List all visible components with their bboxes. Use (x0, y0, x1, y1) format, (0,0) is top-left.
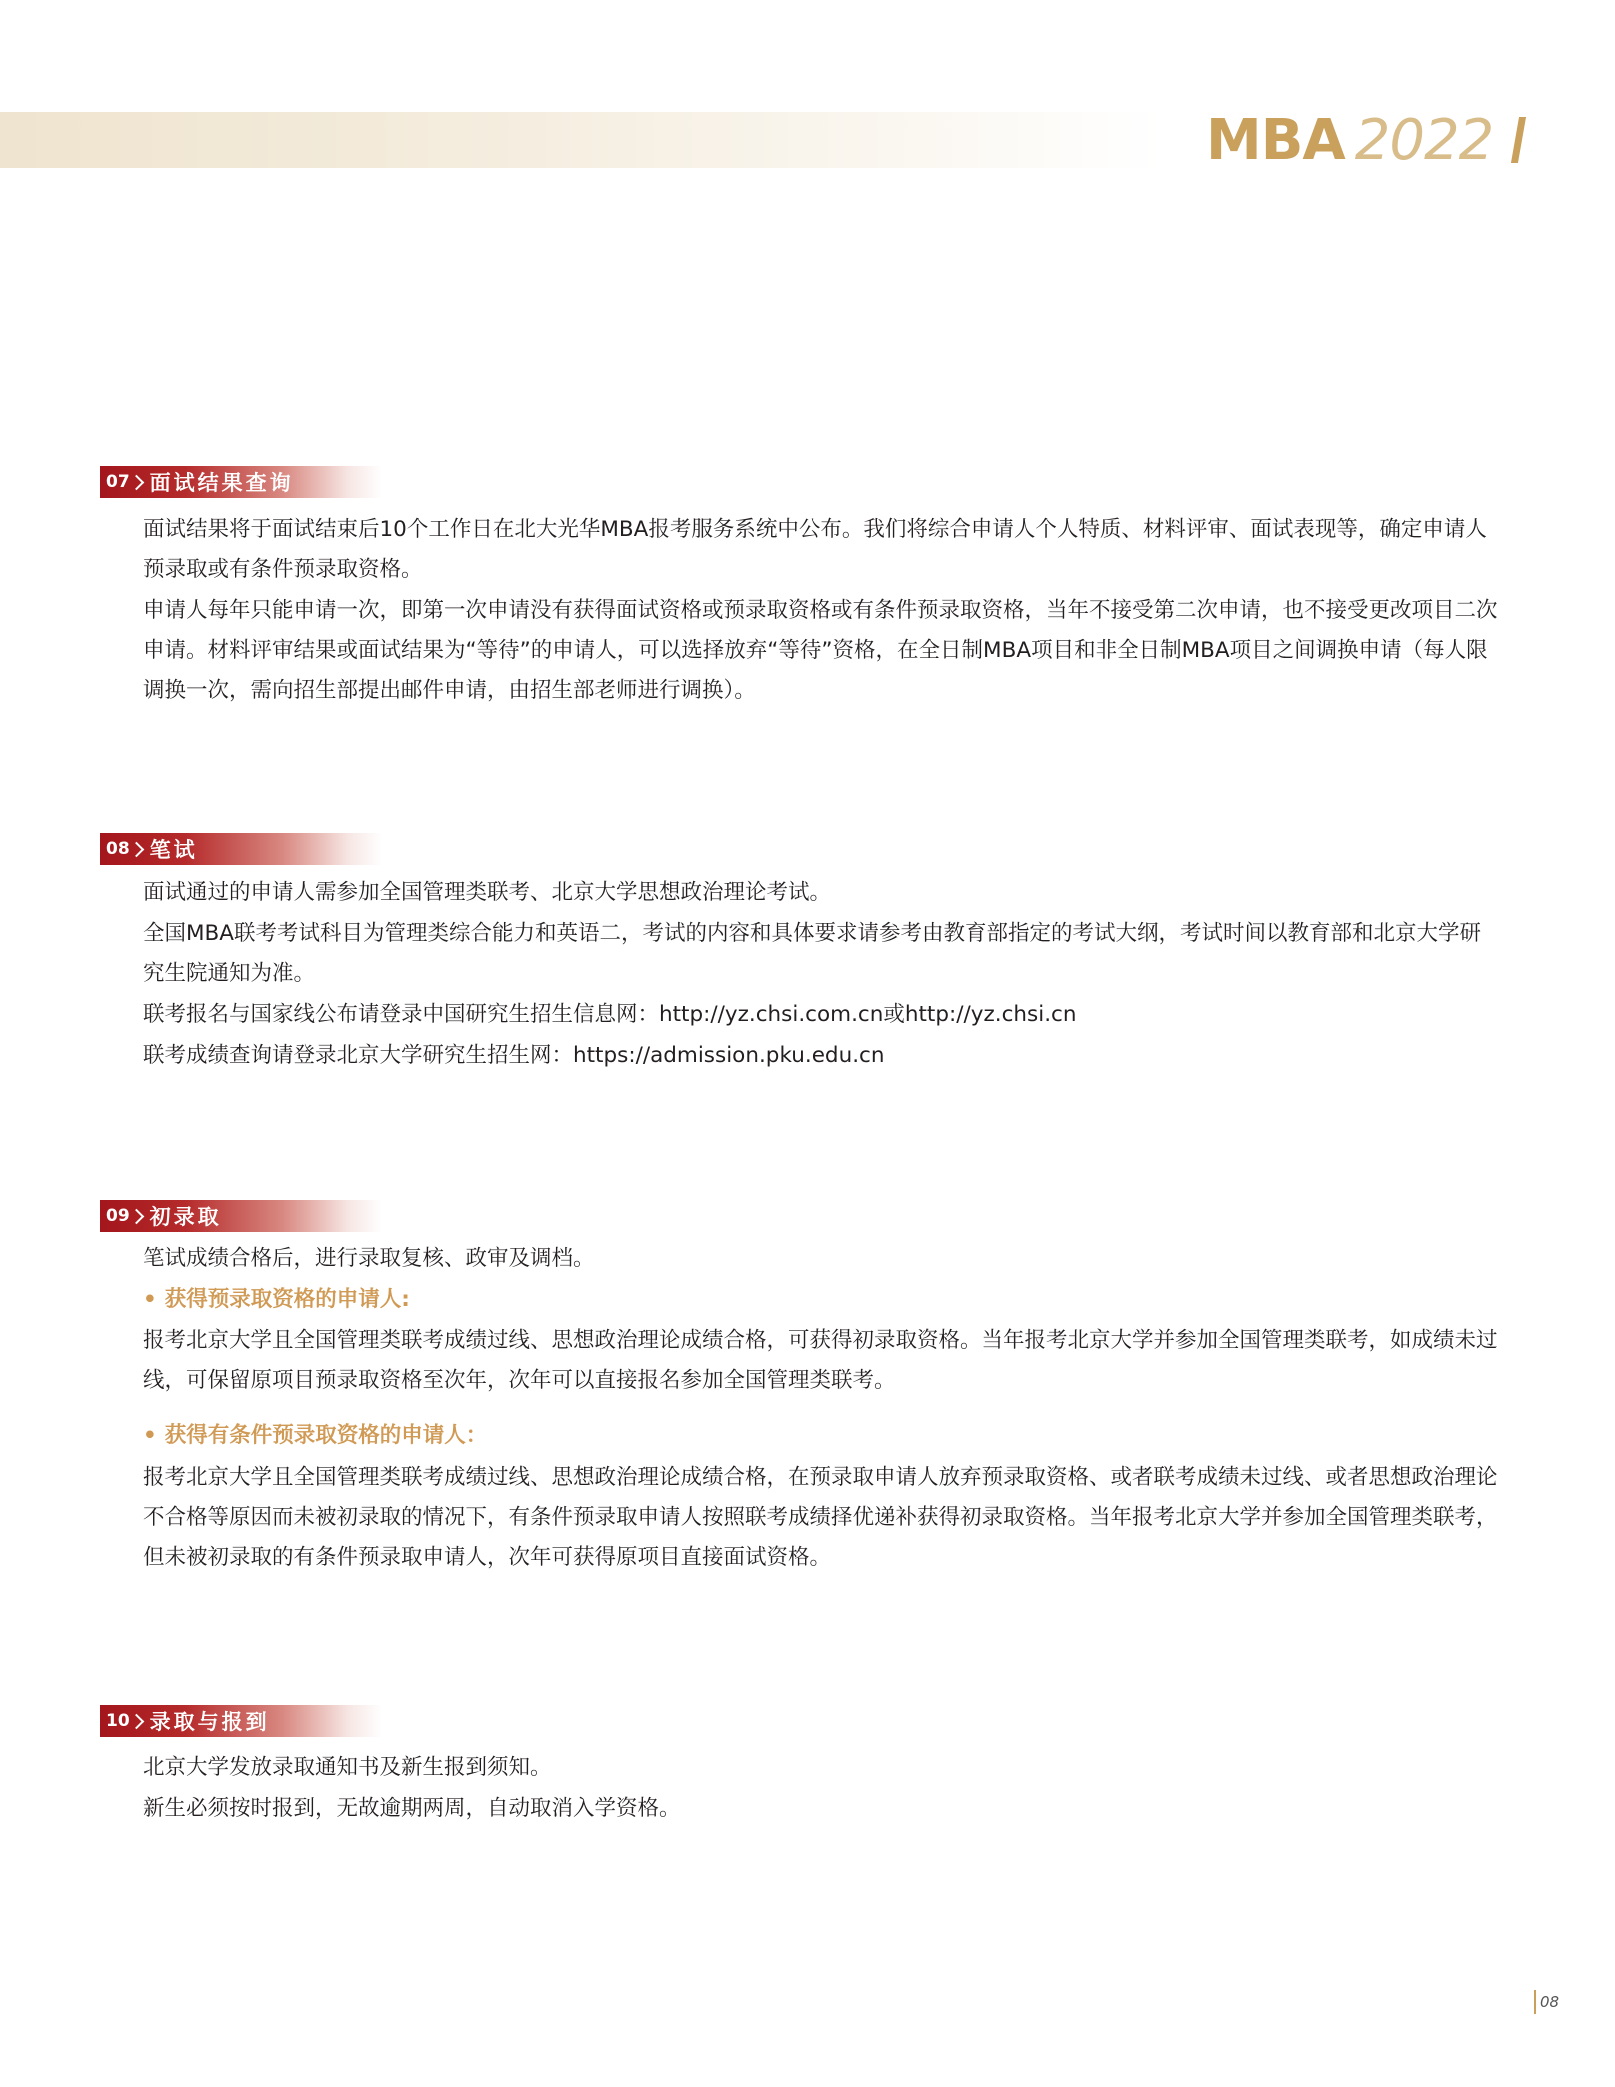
logo-divider-bar (1511, 117, 1526, 163)
page-number-bar (1534, 1990, 1536, 2014)
section-09-bullet-2-text: 报考北京大学且全国管理类联考成绩过线、思想政治理论成绩合格，在预录取申请人放弃预录取资格、或者联考成绩未过线、或者思想政治理论不合格等原因而未被初录取的情况下，有条件预录取申请人按照联考成绩择优递补获得初录取资格。当年报考北京大学并参加全国管理类联考，但未被初录取的有条件预录取申请人，次年可获得原项目直接面试资格。 (143, 1465, 1498, 1570)
section-08-paragraph-4: 联考成绩查询请登录北京大学研究生招生网：https://admission.pku.edu.cn (143, 1043, 885, 1068)
section-09-intro: 笔试成绩合格后，进行录取复核、政审及调档。 (143, 1246, 595, 1271)
section-09-heading (100, 1200, 382, 1232)
section-number: 08 (106, 839, 130, 859)
section-number: 07 (106, 472, 130, 492)
section-07-paragraph-1: 面试结果将于面试结束后10个工作日在北大光华MBA报考服务系统中公布。我们将综合申请人个人特质、材料评审、面试表现等，确定申请人预录取或有条件预录取资格。 (143, 517, 1487, 582)
section-08-paragraph-3: 联考报名与国家线公布请登录中国研究生招生信息网：http://yz.chsi.com.cn或http://yz.chsi.cn (143, 1002, 1077, 1027)
chevron-right-icon (128, 1713, 144, 1729)
section-07-heading (100, 466, 382, 498)
section-10-paragraph-2: 新生必须按时报到，无故逾期两周，自动取消入学资格。 (143, 1796, 681, 1821)
chevron-right-icon (128, 841, 144, 857)
section-07-paragraph-2: 申请人每年只能申请一次，即第一次申请没有获得面试资格或预录取资格或有条件预录取资格，当年不接受第二次申请，也不接受更改项目二次申请。材料评审结果或面试结果为“等待”的申请人，可以选择放弃“等待”资格，在全日制MBA项目和非全日制MBA项目之间调换申请（每人限调换一次，需向招生部提出邮件申请，由招生部老师进行调换）。 (143, 598, 1498, 703)
section-number: 10 (106, 1711, 130, 1731)
logo-mba-text: MBA (1206, 107, 1345, 173)
section-09-bullet-1-label: • 获得预录取资格的申请人: (143, 1287, 410, 1312)
section-10-heading (100, 1705, 382, 1737)
section-title: 面试结果查询 (149, 470, 294, 495)
bullet-dot-icon: • (143, 1287, 157, 1312)
logo-year-text: 2022 (1354, 107, 1494, 173)
section-08-paragraph-2: 全国MBA联考考试科目为管理类综合能力和英语二，考试的内容和具体要求请参考由教育部指定的考试大纲，考试时间以教育部和北京大学研究生院通知为准。 (143, 921, 1482, 986)
mba-2022-logo (1206, 108, 1522, 172)
chevron-right-icon (128, 474, 144, 490)
section-title: 初录取 (149, 1204, 222, 1229)
section-title: 录取与报到 (149, 1709, 270, 1734)
section-08-heading (100, 833, 382, 865)
page-number (1534, 1990, 1559, 2014)
section-09-bullet-2-label: • 获得有条件预录取资格的申请人： (143, 1423, 488, 1448)
section-number: 09 (106, 1206, 130, 1226)
section-09-bullet-1-text: 报考北京大学且全国管理类联考成绩过线、思想政治理论成绩合格，可获得初录取资格。当年报考北京大学并参加全国管理类联考，如成绩未过线，可保留原项目预录取资格至次年，次年可以直接报名参加全国管理类联考。 (143, 1328, 1498, 1393)
section-10-paragraph-1: 北京大学发放录取通知书及新生报到须知。 (143, 1755, 552, 1780)
bullet-dot-icon: • (143, 1423, 157, 1448)
header-band (0, 112, 1160, 168)
section-08-paragraph-1: 面试通过的申请人需参加全国管理类联考、北京大学思想政治理论考试。 (143, 880, 832, 905)
chevron-right-icon (128, 1208, 144, 1224)
page-number-text: 08 (1540, 1993, 1560, 2011)
section-title: 笔试 (149, 837, 198, 862)
